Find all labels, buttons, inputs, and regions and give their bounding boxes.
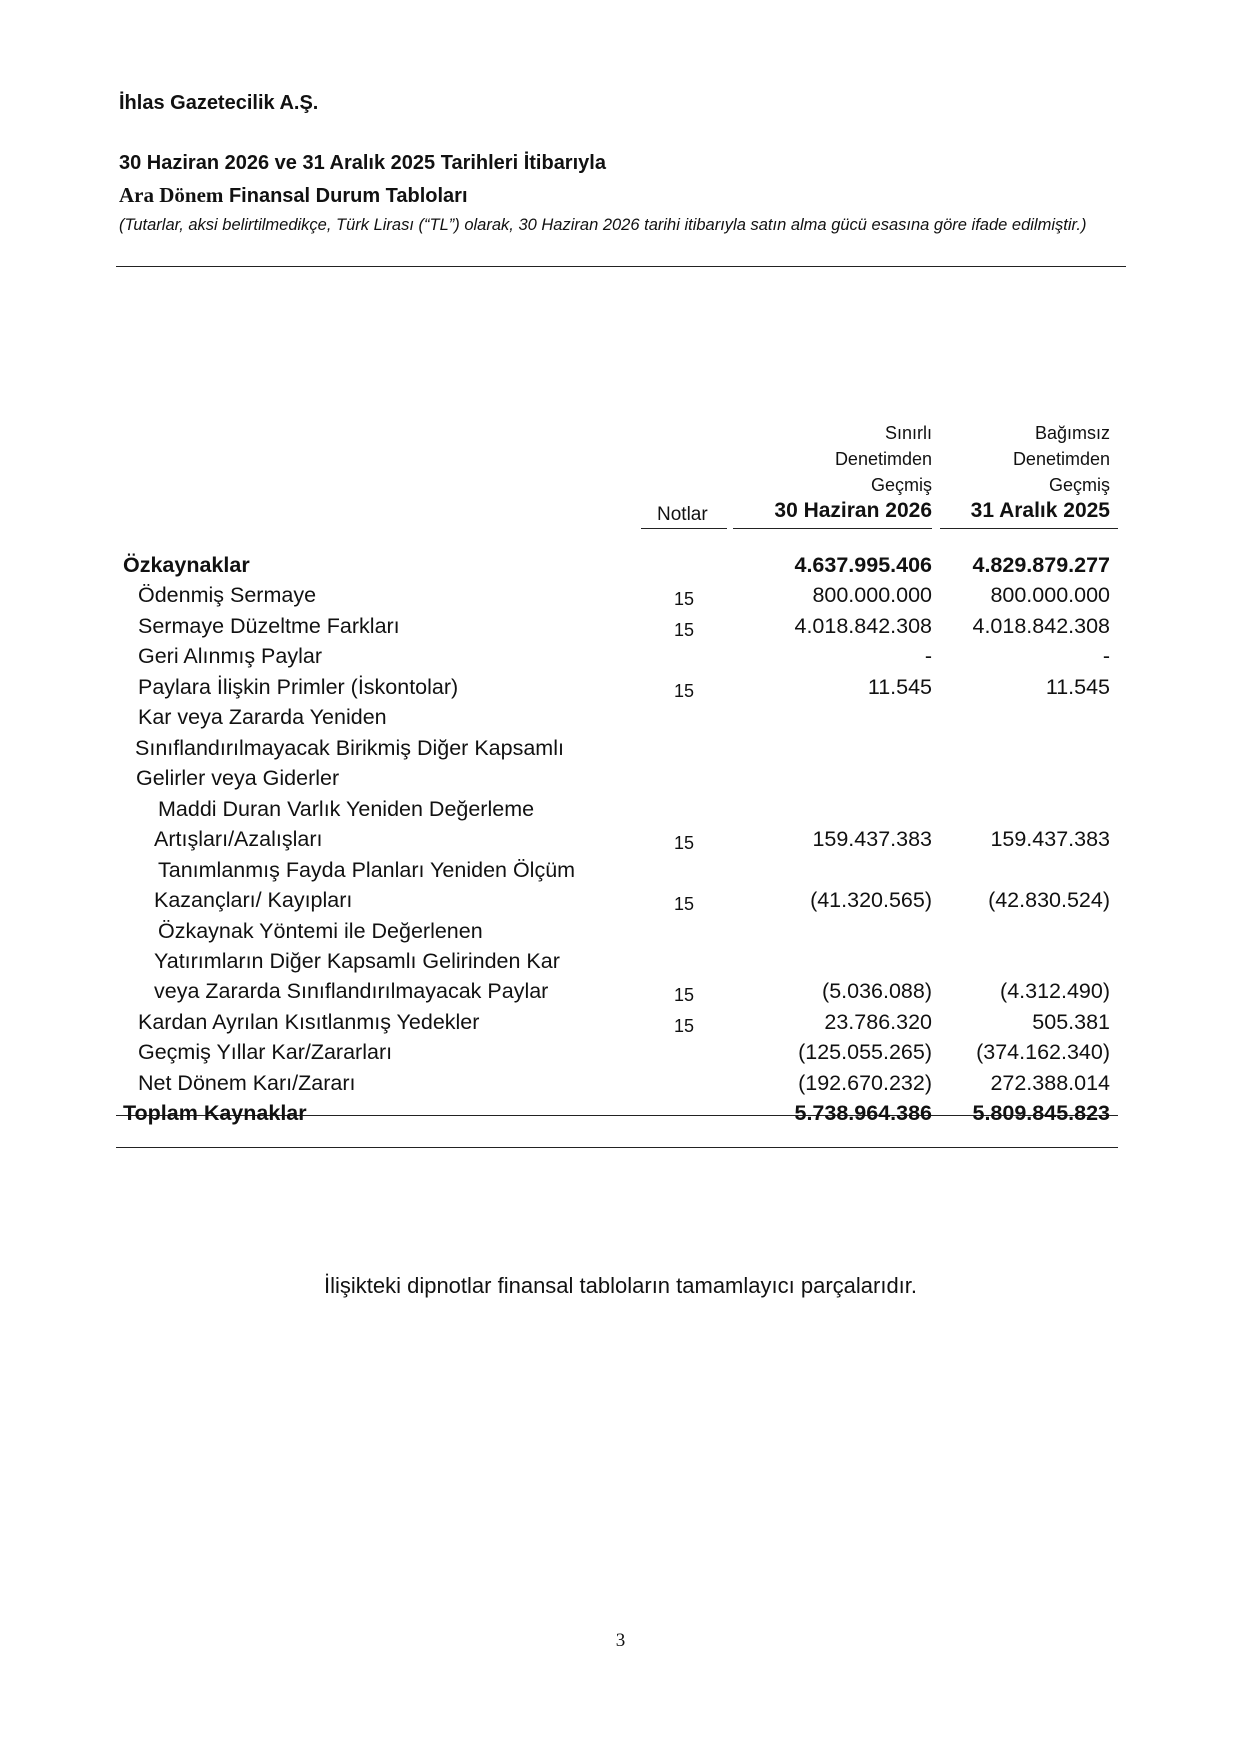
row-label: Geri Alınmış Paylar bbox=[138, 644, 322, 668]
row-label: Geçmiş Yıllar Kar/Zararları bbox=[138, 1040, 393, 1064]
row-current-value: 159.437.383 bbox=[812, 827, 932, 851]
row-label: Artışları/Azalışları bbox=[154, 827, 323, 851]
row-label: Ödenmiş Sermaye bbox=[138, 583, 317, 607]
table-row bbox=[0, 858, 1241, 888]
row-current-value: 4.637.995.406 bbox=[794, 553, 932, 577]
table-row bbox=[0, 766, 1241, 796]
total-rule-bottom bbox=[116, 1147, 1118, 1148]
statement-subtitle bbox=[119, 183, 468, 208]
row-label: Paylara İlişkin Primler (İskontolar) bbox=[138, 675, 459, 699]
current-header-rule bbox=[733, 528, 932, 529]
row-label: Özkaynak Yöntemi ile Değerlenen bbox=[158, 919, 483, 943]
table-row bbox=[0, 614, 1241, 644]
statement-subtitle-part-a: Ara Dönem bbox=[119, 183, 224, 207]
current-status-line: Denetimden bbox=[834, 449, 932, 469]
row-prior-value: 505.381 bbox=[1032, 1010, 1110, 1034]
table-row bbox=[0, 888, 1241, 918]
row-label: Özkaynaklar bbox=[123, 553, 250, 577]
row-note: 15 bbox=[674, 833, 695, 853]
row-prior-value: 272.388.014 bbox=[990, 1071, 1110, 1095]
notes-column-header: Notlar bbox=[657, 504, 708, 525]
table-row bbox=[0, 736, 1241, 766]
row-prior-value: (4.312.490) bbox=[1000, 979, 1110, 1003]
row-prior-value: 4.829.879.277 bbox=[972, 553, 1110, 577]
row-label: Kar veya Zararda Yeniden bbox=[138, 705, 387, 729]
row-current-value: 23.786.320 bbox=[824, 1010, 932, 1034]
row-label: Maddi Duran Varlık Yeniden Değerleme bbox=[158, 797, 535, 821]
row-current-value: 5.738.964.386 bbox=[794, 1101, 932, 1125]
row-label: Yatırımların Diğer Kapsamlı Gelirinden Kar bbox=[154, 949, 560, 973]
prior-period-date: 31 Aralık 2025 bbox=[970, 499, 1110, 522]
prior-header-rule bbox=[940, 528, 1118, 529]
row-current-value: 4.018.842.308 bbox=[794, 614, 932, 638]
row-label: Net Dönem Karı/Zararı bbox=[138, 1071, 356, 1095]
table-row bbox=[0, 1071, 1241, 1101]
prior-period-status bbox=[1013, 420, 1110, 498]
row-current-value: (192.670.232) bbox=[798, 1071, 932, 1095]
row-prior-value: 11.545 bbox=[1045, 675, 1110, 699]
row-label: Sınıflandırılmayacak Birikmiş Diğer Kapsamlı bbox=[135, 736, 564, 760]
current-status-line: Sınırlı bbox=[884, 423, 932, 443]
prior-status-line: Geçmiş bbox=[1048, 475, 1110, 495]
table-row bbox=[0, 979, 1241, 1009]
table-row bbox=[0, 553, 1241, 583]
row-label: Toplam Kaynaklar bbox=[123, 1101, 307, 1125]
row-label: Sermaye Düzeltme Farkları bbox=[138, 614, 400, 638]
table-row bbox=[0, 644, 1241, 674]
row-note: 15 bbox=[674, 1016, 695, 1036]
table-row bbox=[0, 1010, 1241, 1040]
table-row bbox=[0, 919, 1241, 949]
total-row bbox=[0, 1101, 1241, 1131]
prior-status-line: Denetimden bbox=[1012, 449, 1110, 469]
row-current-value: (125.055.265) bbox=[798, 1040, 932, 1064]
row-label: veya Zararda Sınıflandırılmayacak Paylar bbox=[154, 979, 549, 1003]
row-prior-value: - bbox=[1102, 644, 1110, 668]
table-row bbox=[0, 675, 1241, 705]
header-divider bbox=[116, 266, 1126, 267]
statement-title: 30 Haziran 2026 ve 31 Aralık 2025 Tarihleri İtibarıyla bbox=[119, 152, 606, 174]
row-prior-value: 800.000.000 bbox=[990, 583, 1110, 607]
row-current-value: (41.320.565) bbox=[810, 888, 932, 912]
row-current-value: 800.000.000 bbox=[812, 583, 932, 607]
row-label: Kazançları/ Kayıpları bbox=[154, 888, 353, 912]
company-name: İhlas Gazetecilik A.Ş. bbox=[119, 92, 319, 114]
row-prior-value: 4.018.842.308 bbox=[972, 614, 1110, 638]
table-row bbox=[0, 583, 1241, 613]
row-label: Gelirler veya Giderler bbox=[136, 766, 340, 790]
row-note: 15 bbox=[674, 985, 695, 1005]
row-prior-value: 5.809.845.823 bbox=[972, 1101, 1110, 1125]
row-current-value: (5.036.088) bbox=[822, 979, 932, 1003]
page-number: 3 bbox=[615, 1630, 626, 1651]
row-prior-value: 159.437.383 bbox=[990, 827, 1110, 851]
statement-subtitle-part-b: Finansal Durum Tabloları bbox=[223, 185, 468, 207]
table-row bbox=[0, 1040, 1241, 1070]
row-note: 15 bbox=[674, 620, 695, 640]
table-row bbox=[0, 827, 1241, 857]
notes-header-rule bbox=[641, 528, 727, 529]
table-row bbox=[0, 797, 1241, 827]
row-current-value: - bbox=[924, 644, 932, 668]
current-period-status bbox=[835, 420, 932, 498]
row-prior-value: (42.830.524) bbox=[988, 888, 1110, 912]
current-status-line: Geçmiş bbox=[870, 475, 932, 495]
currency-note: (Tutarlar, aksi belirtilmedikçe, Türk Lirası (“TL”) olarak, 30 Haziran 2026 tarihi itibarıyla satın alma gücü esasına göre ifade edilmiştir.) bbox=[119, 216, 1087, 234]
table-row bbox=[0, 949, 1241, 979]
row-note: 15 bbox=[674, 589, 695, 609]
row-prior-value: (374.162.340) bbox=[976, 1040, 1110, 1064]
row-label: Kardan Ayrılan Kısıtlanmış Yedekler bbox=[138, 1010, 480, 1034]
row-note: 15 bbox=[674, 894, 695, 914]
current-period-date: 30 Haziran 2026 bbox=[774, 499, 932, 522]
row-label: Tanımlanmış Fayda Planları Yeniden Ölçüm bbox=[158, 858, 576, 882]
row-note: 15 bbox=[674, 681, 695, 701]
row-current-value: 11.545 bbox=[867, 675, 932, 699]
prior-status-line: Bağımsız bbox=[1034, 423, 1110, 443]
table-row bbox=[0, 705, 1241, 735]
footnote: İlişikteki dipnotlar finansal tabloların tamamlayıcı parçalarıdır. bbox=[323, 1273, 918, 1298]
